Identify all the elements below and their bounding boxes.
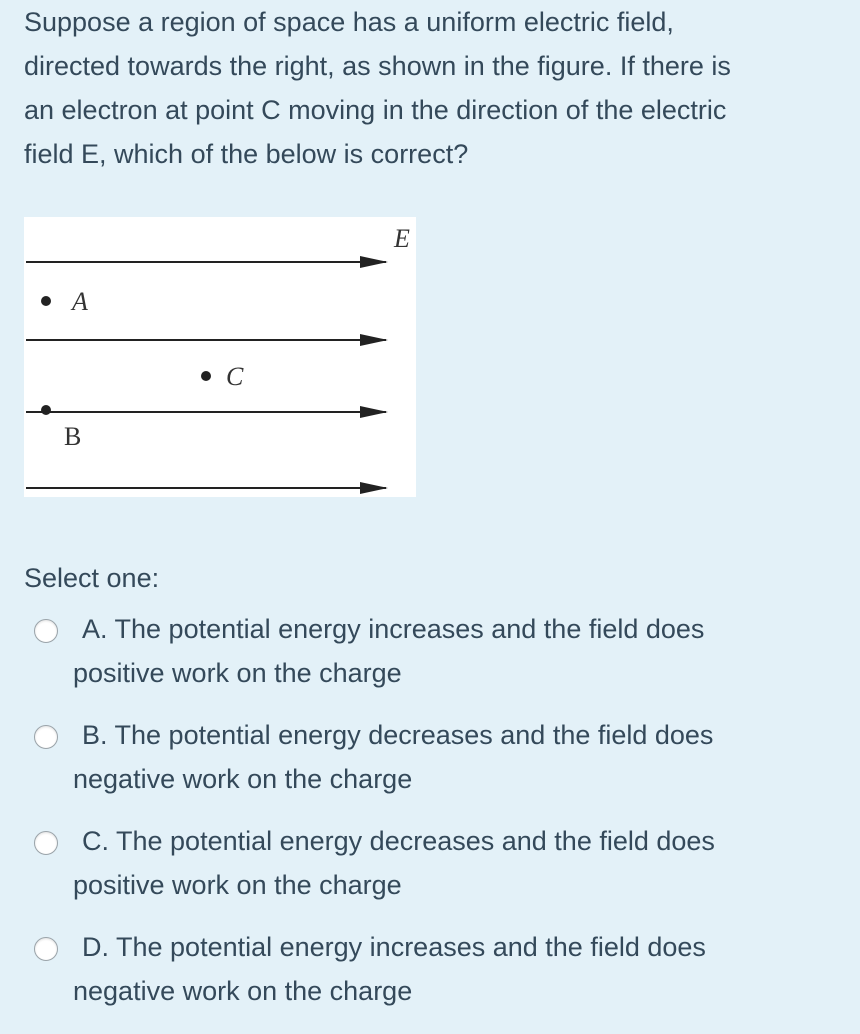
question-text [24, 0, 844, 176]
option-d-text [24, 925, 824, 969]
point-c-label: C [226, 362, 244, 391]
point-b-label: B [64, 422, 82, 451]
option-c[interactable] [24, 819, 824, 907]
field-label: E [394, 224, 410, 253]
option-b[interactable] [24, 713, 824, 801]
question-line: Suppose a region of space has a uniform electric field, [24, 7, 674, 37]
question-line: field E, which of the below is correct? [24, 139, 469, 169]
option-a[interactable] [24, 607, 824, 695]
radio-option-d[interactable] [34, 937, 58, 961]
option-a-line1: A. The potential energy increases and the field does [82, 614, 705, 644]
option-b-line1: B. The potential energy decreases and the field does [82, 720, 714, 750]
option-b-text [24, 713, 824, 757]
radio-option-c[interactable] [34, 831, 58, 855]
point-a-label: A [72, 287, 88, 316]
option-c-text [24, 819, 824, 863]
option-a-text [24, 607, 824, 651]
question-line: directed towards the right, as shown in the figure. If there is [24, 51, 731, 81]
radio-option-b[interactable] [34, 725, 58, 749]
option-d-line2: negative work on the charge [73, 976, 413, 1006]
option-d-line1: D. The potential energy increases and the field does [82, 932, 706, 962]
option-c-line2: positive work on the charge [73, 870, 402, 900]
field-diagram [24, 217, 416, 497]
option-b-line2: negative work on the charge [73, 764, 413, 794]
radio-option-a[interactable] [34, 619, 58, 643]
select-one-prompt: Select one: [24, 563, 160, 593]
option-c-line1: C. The potential energy decreases and the field does [82, 826, 715, 856]
option-d[interactable] [24, 925, 824, 1013]
point-c-dot [201, 371, 211, 381]
question-line: an electron at point C moving in the direction of the electric [24, 95, 727, 125]
electric-field-figure [24, 217, 416, 497]
option-a-line2: positive work on the charge [73, 658, 402, 688]
point-a-dot [41, 296, 51, 306]
point-b-dot [41, 405, 51, 415]
